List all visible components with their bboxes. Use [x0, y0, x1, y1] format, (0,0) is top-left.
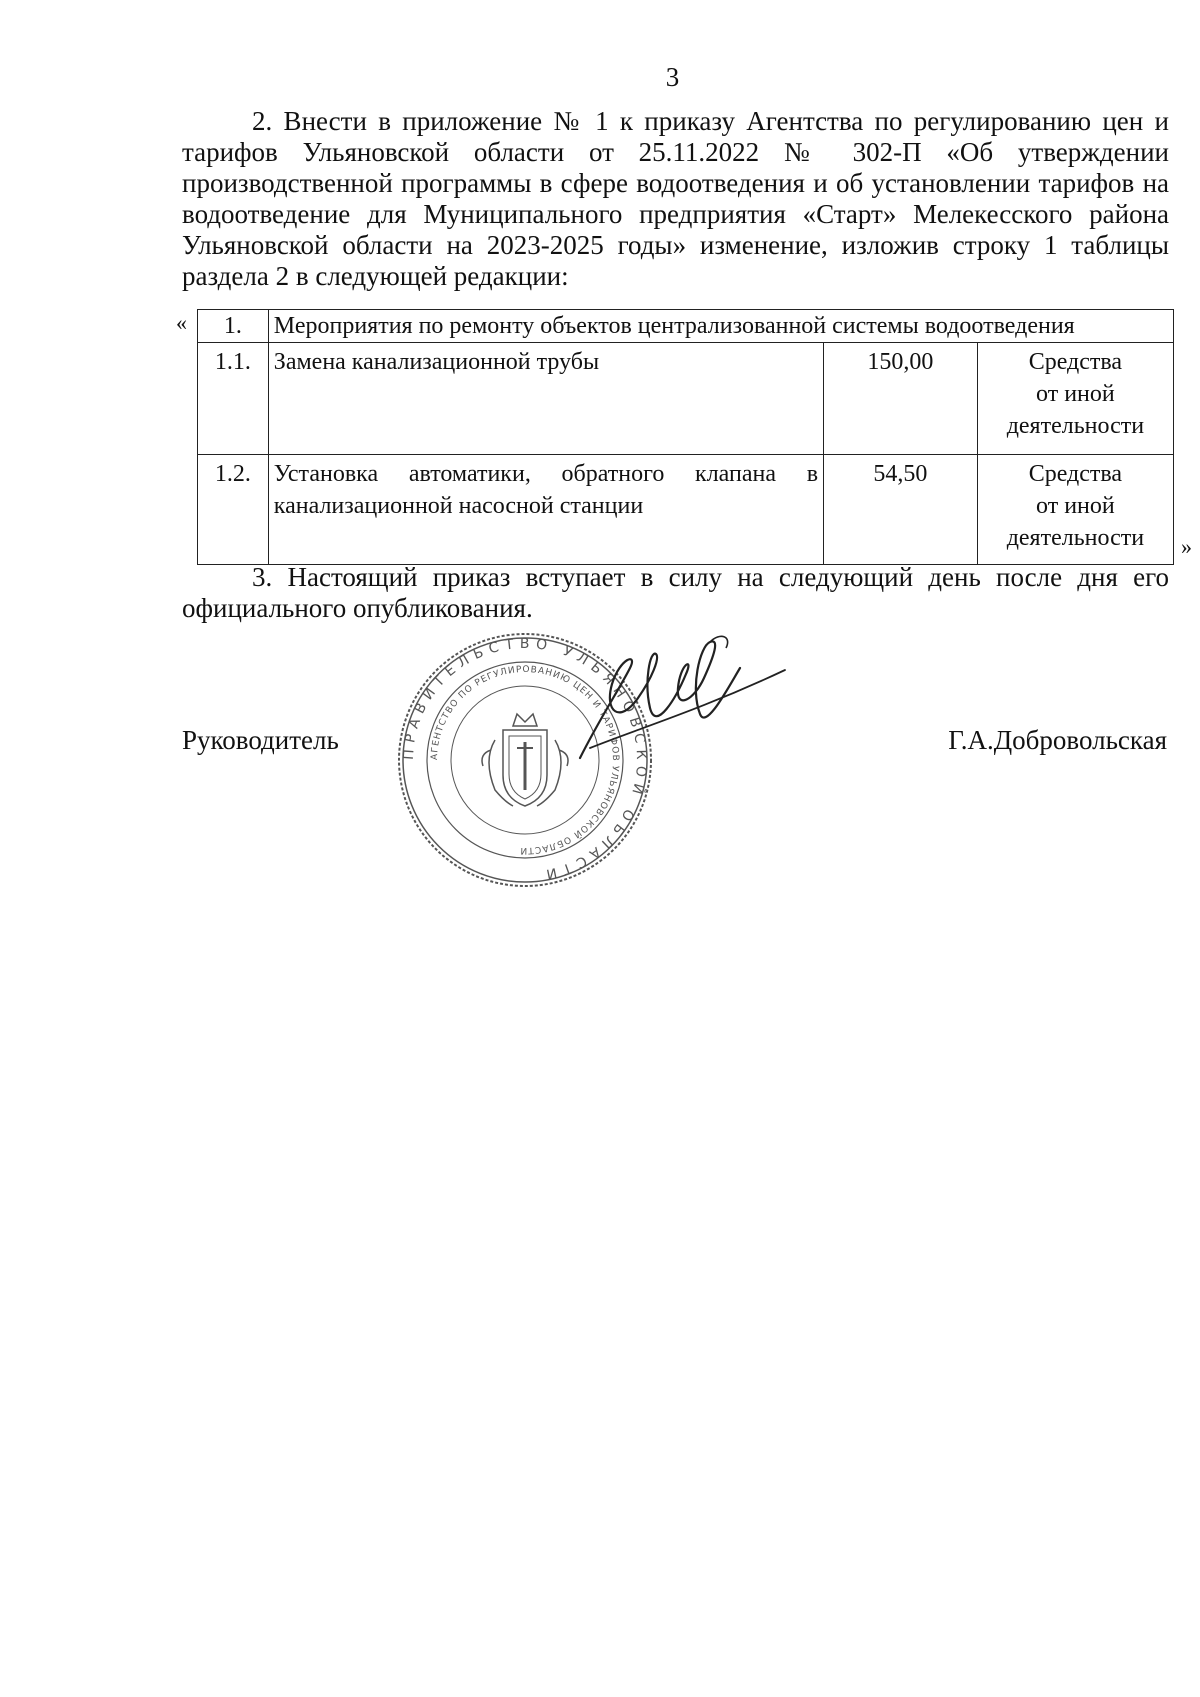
source-line: от иной	[1036, 493, 1115, 519]
row-amount: 54,50	[824, 455, 978, 565]
header-number: 1.	[198, 310, 269, 343]
row-number: 1.2.	[198, 455, 269, 565]
closing-quote: »	[1181, 534, 1192, 559]
measures-table	[197, 309, 1174, 565]
source-line: Средства	[1028, 349, 1123, 375]
handwritten-signature	[560, 628, 790, 788]
paragraph-3: 3. Настоящий приказ вступает в силу на следующий день после дня его официального опубликования.	[182, 562, 1169, 623]
source-line: от иной	[1036, 381, 1115, 407]
opening-quote: «	[176, 310, 187, 335]
source-line: Средства	[1028, 461, 1123, 487]
source-line: деятельности	[1006, 413, 1145, 439]
row-number: 1.1.	[198, 343, 269, 455]
signer-name: Г.А.Добровольская	[948, 725, 1167, 755]
table-header-row	[198, 310, 1174, 343]
coat-of-arms-icon	[482, 714, 568, 806]
table-row	[198, 455, 1174, 565]
row-source	[977, 455, 1173, 565]
row-amount: 150,00	[824, 343, 978, 455]
header-title: Мероприятия по ремонту объектов централизованной системы водоотведения	[268, 310, 1173, 343]
row-source	[977, 343, 1173, 455]
paragraph-2: 2. Внести в приложение № 1 к приказу Агентства по регулированию цен и тарифов Ульяновской области от 25.11.2022 № 302-П «Об утверждении производственной программы в сфере водоотведения и об установлении тарифов на водоотведение для Муниципального предприятия «Старт» Мелекесского района Ульяновской области на 2023-2025 годы» изменение, изложив строку 1 таблицы раздела 2 в следующей редакции:	[182, 106, 1169, 291]
table-row	[198, 343, 1174, 455]
seal-inner-text: АГЕНТСТВО ПО РЕГУЛИРОВАНИЮ ЦЕН И ТАРИФОВ УЛЬЯНОВСКОЙ ОБЛАСТИ	[429, 664, 621, 856]
source-line: деятельности	[1006, 525, 1145, 551]
page-number: 3	[665, 62, 680, 92]
row-name: Замена канализационной трубы	[268, 343, 823, 455]
signer-title: Руководитель	[182, 725, 339, 755]
row-name: Установка автоматики, обратного клапана в канализационной насосной станции	[268, 455, 823, 565]
seal-outer-text: ПРАВИТЕЛЬСТВО УЛЬЯНОВСКОЙ ОБЛАСТИ	[400, 635, 650, 884]
